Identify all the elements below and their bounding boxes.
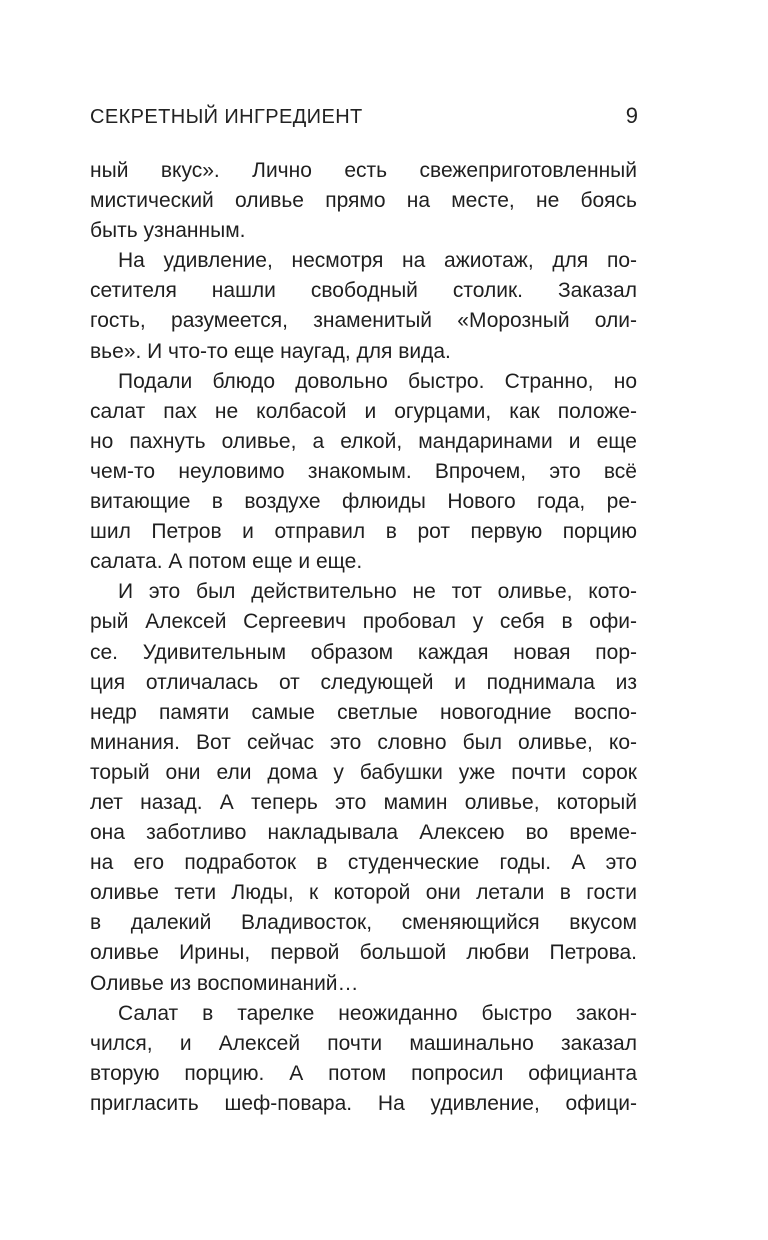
text-line: недр памяти самые светлые новогодние воспо- — [90, 700, 637, 724]
text-line: гость, разумеется, знаменитый «Морозный оли- — [90, 309, 637, 333]
text-line: оливье Ирины, первой большой любви Петрова. — [90, 941, 637, 965]
paragraph — [90, 156, 637, 246]
text-line: И это был действительно не тот оливье, кото- — [118, 580, 637, 604]
text-line: торый они ели дома у бабушки уже почти сорок — [90, 760, 637, 784]
text-line: рый Алексей Сергеевич пробовал у себя в офи- — [90, 610, 637, 634]
paragraph — [90, 577, 637, 998]
text-line: витающие в воздухе флюиды Нового года, ре- — [90, 490, 637, 514]
text-line: чился, и Алексей почти машинально заказал — [90, 1031, 637, 1055]
page-number: 9 — [625, 103, 638, 128]
text-line: салата. А потом еще и еще. — [90, 550, 363, 574]
text-line: Салат в тарелке неожиданно быстро закон- — [118, 1001, 637, 1025]
text-line: в далекий Владивосток, сменяющийся вкусом — [90, 911, 637, 935]
text-line: лет назад. А теперь это мамин оливье, который — [90, 790, 637, 814]
running-title: СЕКРЕТНЫЙ ИНГРЕДИЕНТ — [90, 106, 363, 128]
text-line: минания. Вот сейчас это словно был оливье, ко- — [90, 730, 637, 754]
paragraph — [90, 367, 637, 578]
text-line: шил Петров и отправил в рот первую порцию — [90, 520, 637, 544]
text-line: ный вкус». Лично есть свежеприготовленный — [90, 159, 637, 182]
body-text — [90, 156, 637, 1119]
text-line: на его подработок в студенческие годы. А это — [90, 851, 637, 875]
text-line: вье». И что-то еще наугад, для вида. — [90, 339, 451, 363]
text-line: мистический оливье прямо на месте, не боясь — [90, 189, 637, 213]
text-line: она заботливо накладывала Алексею во време- — [90, 821, 637, 845]
text-line: сетителя нашли свободный столик. Заказал — [90, 279, 637, 303]
text-line: быть узнанным. — [90, 219, 246, 243]
text-line: Оливье из воспоминаний… — [90, 971, 359, 995]
text-line: се. Удивительным образом каждая новая пор- — [90, 640, 637, 664]
text-line: но пахнуть оливье, а елкой, мандаринами и еще — [90, 429, 637, 453]
text-line: На удивление, несмотря на ажиотаж, для по- — [118, 249, 637, 273]
text-line: ция отличалась от следующей и поднимала из — [90, 670, 637, 694]
text-line: вторую порцию. А потом попросил официанта — [90, 1061, 637, 1085]
paragraph — [90, 999, 637, 1119]
text-line: пригласить шеф-повара. На удивление, офици- — [90, 1091, 637, 1115]
text-line: Подали блюдо довольно быстро. Странно, но — [118, 369, 637, 393]
paragraph — [90, 246, 637, 366]
text-line: чем-то неуловимо знакомым. Впрочем, это всё — [90, 459, 637, 483]
text-line: салат пах не колбасой и огурцами, как положе- — [90, 399, 637, 423]
text-line: оливье тети Люды, к которой они летали в гости — [90, 881, 637, 905]
